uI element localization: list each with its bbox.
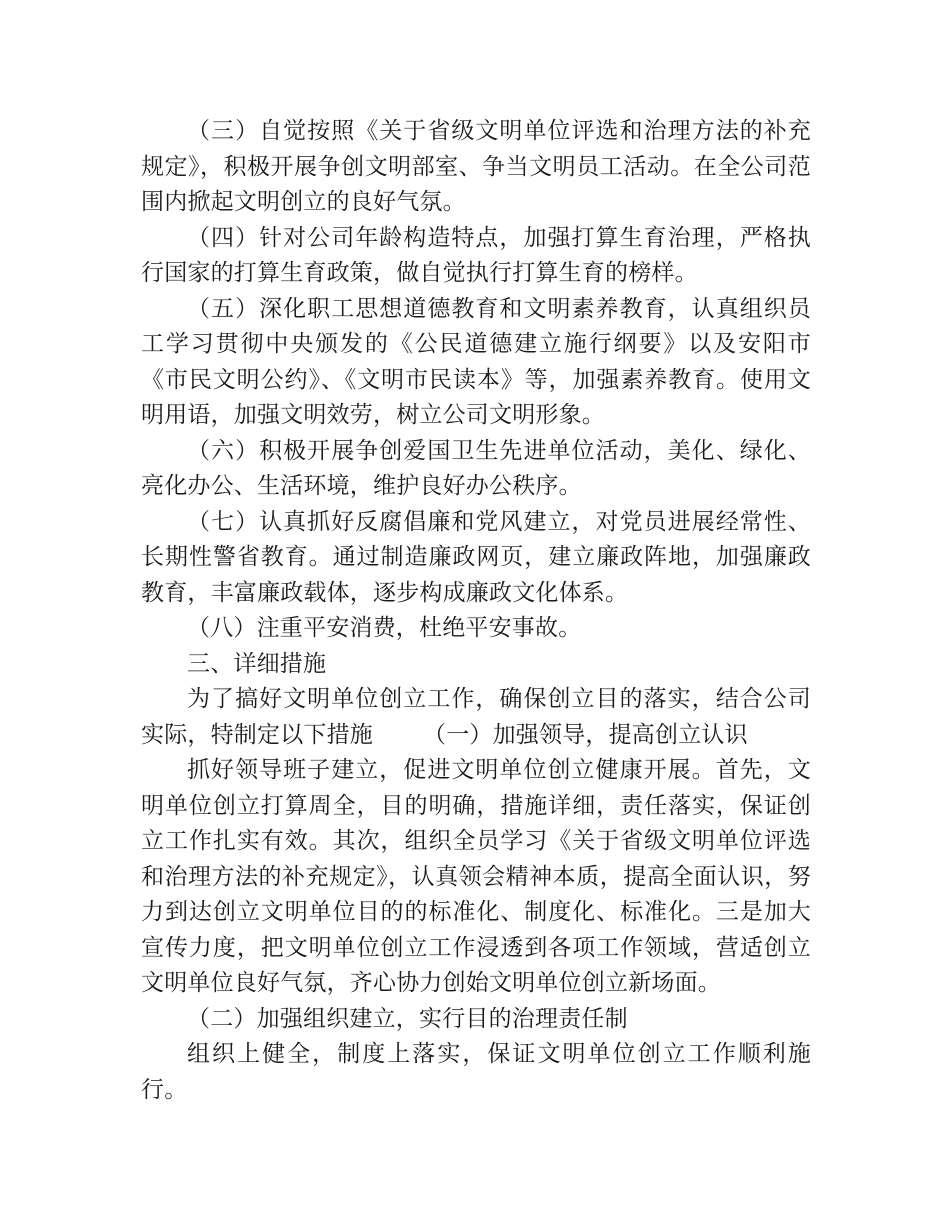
- paragraph-organization: 组织上健全，制度上落实，保证文明单位创立工作顺利施行。: [141, 1041, 811, 1103]
- paragraph-item-4: （四）针对公司年龄构造特点，加强打算生育治理，严格执行国家的打算生育政策，做自觉执行打算生育的榜样。: [141, 224, 811, 286]
- paragraph-item-7: （七）认真抓好反腐倡廉和党风建立，对党员进展经常性、长期性警省教育。通过制造廉政网页，建立廉政阵地，加强廉政教育，丰富廉政载体，逐步构成廉政文化体系。: [141, 508, 811, 606]
- paragraph-item-3: （三）自觉按照《关于省级文明单位评选和治理方法的补充规定》，积极开展争创文明部室、争当文明员工活动。在全公司范围内掀起文明创立的良好气氛。: [141, 118, 811, 215]
- section-heading: 三、详细措施: [187, 650, 327, 677]
- paragraph-item-5: （五）深化职工思想道德教育和文明素养教育，认真组织员工学习贯彻中央颁发的《公民道德建立施行纲要》以及安阳市《市民文明公约》、《文明市民读本》等，加强素养教育。使用文明用语，加强文明效劳，树立公司文明形象。: [141, 295, 811, 428]
- subheading-leadership: （一）加强领导，提高创立认识: [423, 721, 748, 748]
- paragraph-item-6: （六）积极开展争创爱国卫生先进单位活动，美化、绿化、亮化办公、生活环境，维护良好办公秩序。: [141, 437, 811, 499]
- paragraph-item-8: （八）注重平安消费，杜绝平安事故。: [187, 615, 582, 641]
- paragraph-leadership: 抓好领导班子建立，促进文明单位创立健康开展。首先，文明单位创立打算周全，目的明确，措施详细，责任落实，保证创立工作扎实有效。其次，组织全员学习《关于省级文明单位评选和治理方法的补充规定》，认真领会精神本质，提高全面认识，努力到达创立文明单位目的的标准化、制度化、标准化。三是加大宣传力度，把文明单位创立工作浸透到各项工作领域，营适创立文明单位良好气氛，齐心协力创始文明单位创立新场面。: [141, 757, 811, 996]
- document-body: [141, 114, 811, 1108]
- measures-intro-text: 为了搞好文明单位创立工作，确保创立目的落实，结合公司实际，特制定以下措施: [141, 686, 811, 748]
- subheading-organization: （二）加强组织建立，实行目的治理责任制: [187, 1005, 628, 1032]
- measures-intro-paragraph: [141, 682, 811, 753]
